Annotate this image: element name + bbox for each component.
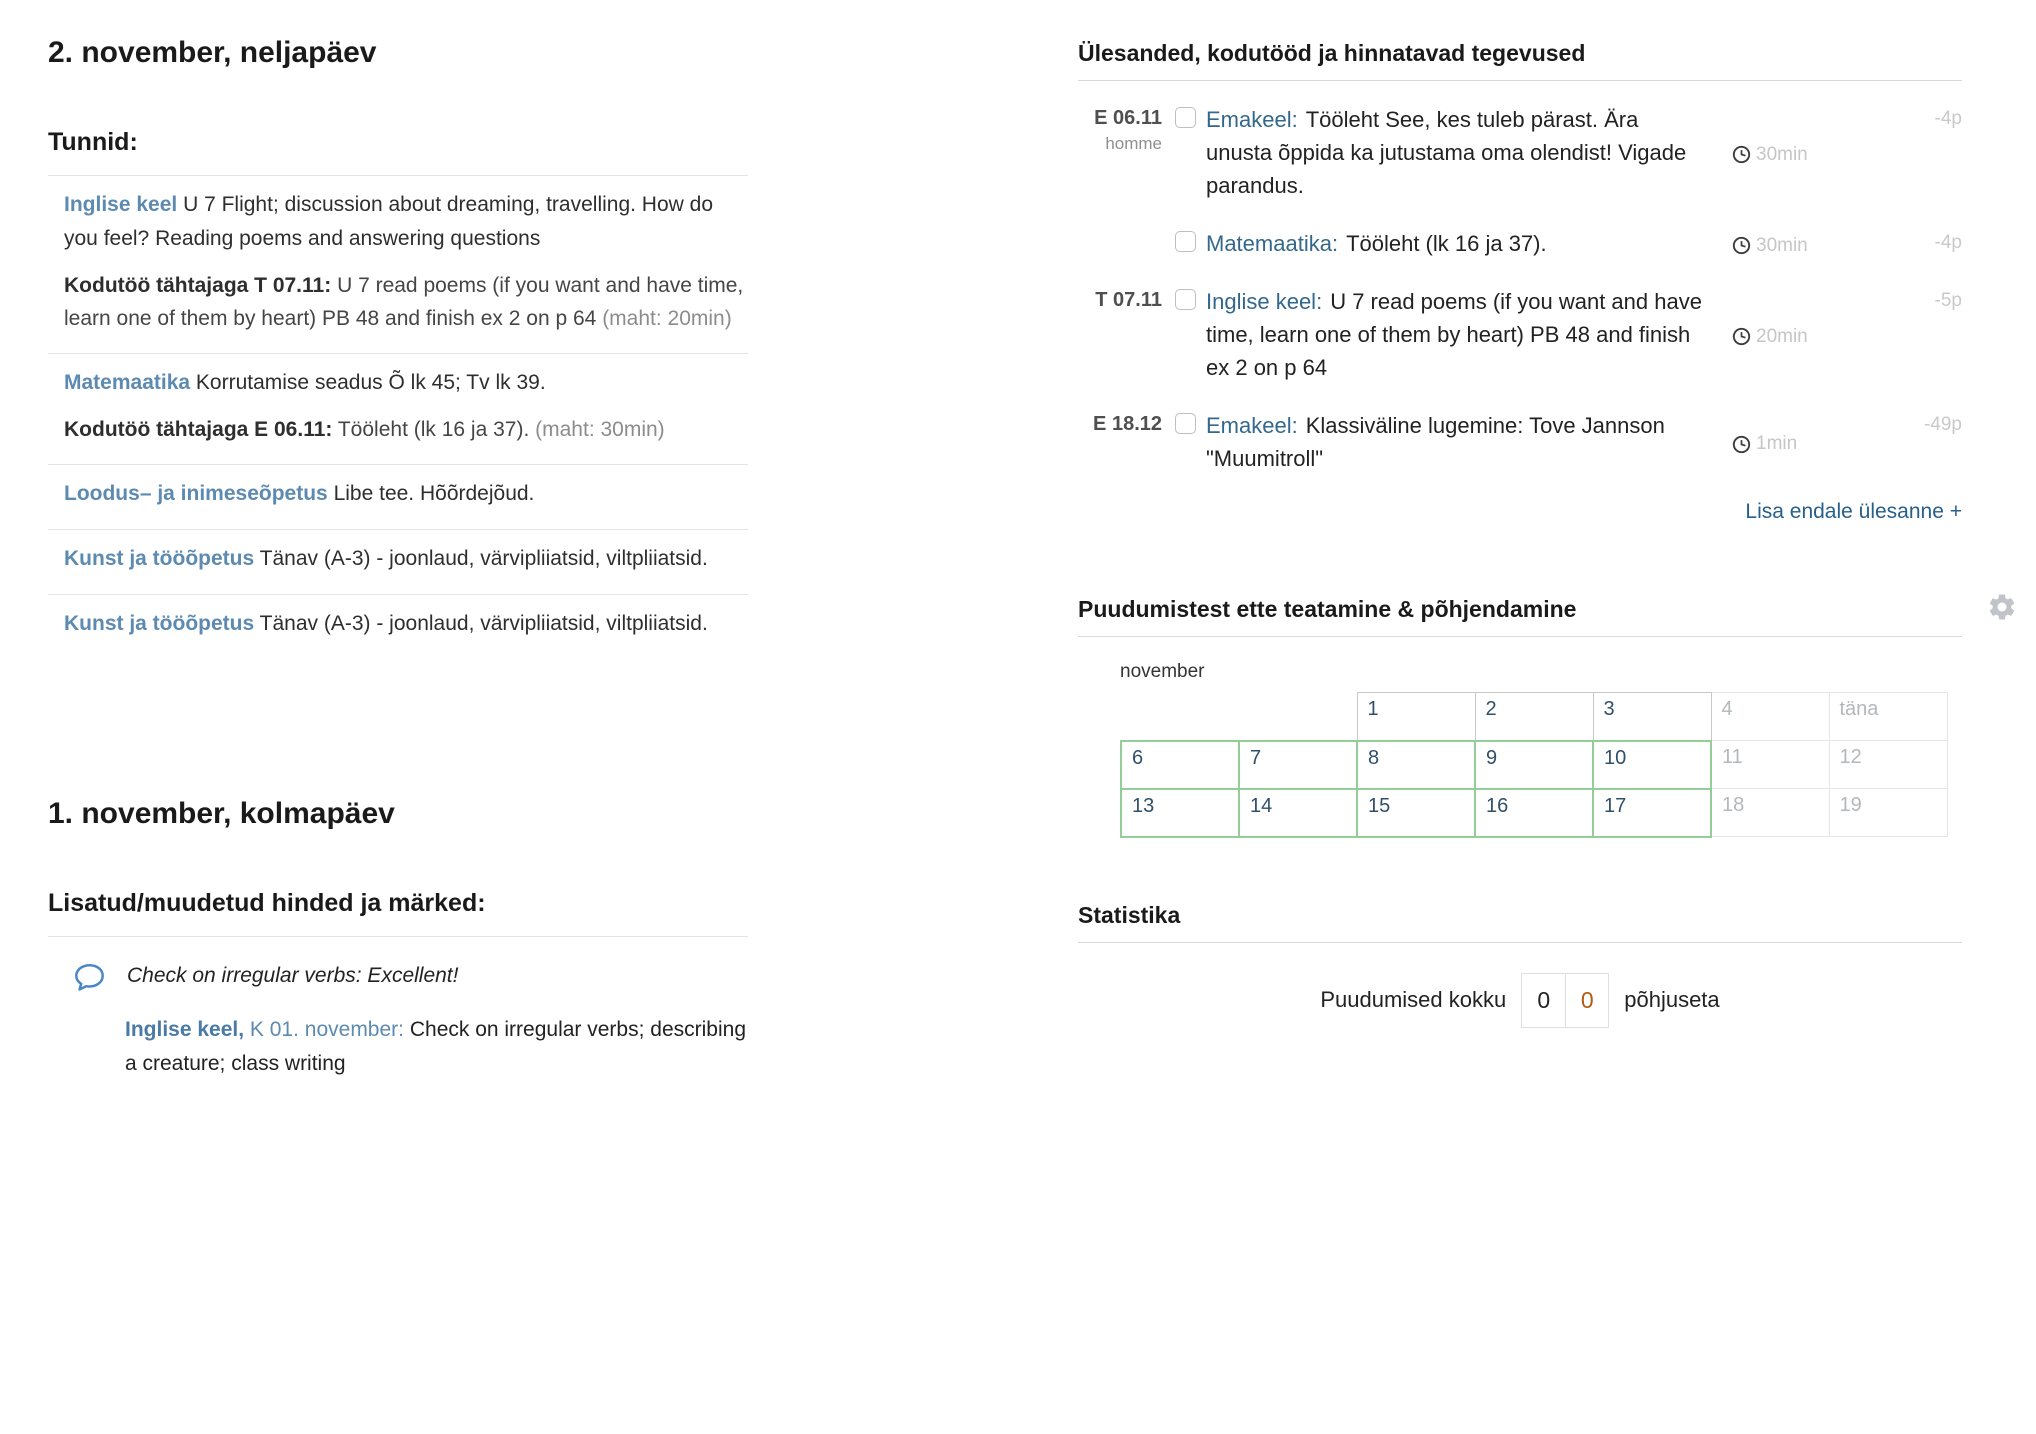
task-points: -49p xyxy=(1923,414,1962,435)
day-heading-1-november: 1. november, kolmapäev xyxy=(48,797,395,830)
task-subject-link[interactable]: Emakeel: xyxy=(1206,413,1298,438)
absence-counts-box xyxy=(1521,973,1609,1028)
sidebar-column xyxy=(1078,0,1962,1028)
task-text: Tööleht (lk 16 ja 37). xyxy=(1346,231,1547,256)
absences-unexcused-count: 0 xyxy=(1565,974,1608,1027)
task-checkbox[interactable] xyxy=(1175,289,1196,310)
task-checkbox[interactable] xyxy=(1175,413,1196,434)
calendar-day-cell: 3 xyxy=(1593,693,1711,741)
calendar-day-cell: 2 xyxy=(1475,693,1593,741)
calendar-day-cell[interactable]: 6 xyxy=(1121,741,1239,789)
calendar-week-row xyxy=(1121,789,1947,837)
task-date-relative: homme xyxy=(1105,134,1162,153)
task-points: -4p xyxy=(1934,108,1962,129)
calendar-day-cell[interactable]: 8 xyxy=(1357,741,1475,789)
clock-icon xyxy=(1732,236,1751,255)
homework-text: Tööleht (lk 16 ja 37). xyxy=(337,418,530,441)
subject-link[interactable]: Kunst ja tööõpetus xyxy=(64,612,255,635)
grade-date-link[interactable]: K 01. november: xyxy=(249,1018,404,1041)
calendar-day-cell[interactable]: 9 xyxy=(1475,741,1593,789)
homework-text: U 7 read poems (if you want and have time, learn one of them by heart) PB 48 and finish ex 2 on p 64 xyxy=(64,274,744,330)
calendar-month-label: november xyxy=(1120,661,1205,682)
calendar-week-row xyxy=(1121,693,1947,741)
lessons-list xyxy=(48,175,748,659)
comment-bubble-icon xyxy=(74,963,105,997)
calendar-day-cell: 1 xyxy=(1357,693,1475,741)
calendar-day-cell xyxy=(1239,693,1357,741)
task-text: Klassiväline lugemine: Tove Jannson "Muumitroll" xyxy=(1206,413,1665,471)
calendar-day-cell[interactable]: 17 xyxy=(1593,789,1711,837)
subject-link[interactable]: Matemaatika xyxy=(64,371,191,394)
calendar-day-cell[interactable]: 16 xyxy=(1475,789,1593,837)
task-text: U 7 read poems (if you want and have time, learn one of them by heart) PB 48 and finish ex 2 on p 64 xyxy=(1206,289,1702,380)
task-subject-link[interactable]: Matemaatika: xyxy=(1206,231,1339,256)
task-checkbox[interactable] xyxy=(1175,107,1196,128)
calendar-day-cell: 19 xyxy=(1829,789,1947,837)
lesson-row xyxy=(48,594,748,659)
subject-link[interactable]: Inglise keel xyxy=(64,193,178,216)
lesson-row xyxy=(48,175,748,353)
tasks-list xyxy=(1078,103,1962,475)
calendar-day-cell: 18 xyxy=(1711,789,1829,837)
task-date: T 07.11 xyxy=(1095,289,1162,311)
lesson-description: Tänav (A-3) - joonlaud, värvipliiatsid, viltpliiatsid. xyxy=(259,612,708,635)
lessons-heading: Tunnid: xyxy=(48,128,138,156)
subject-link[interactable]: Loodus– ja inimeseõpetus xyxy=(64,482,328,505)
clock-icon xyxy=(1732,145,1751,164)
task-subject-link[interactable]: Emakeel: xyxy=(1206,107,1298,132)
subject-link[interactable]: Kunst ja tööõpetus xyxy=(64,547,255,570)
task-text: Tööleht See, kes tuleb pärast. Ära unusta õppida ka jutustama oma olendist! Vigade parandus. xyxy=(1206,107,1687,198)
absences-heading: Puudumistest ette teatamine & põhjendamine xyxy=(1078,596,1577,622)
lesson-description: Libe tee. Hõõrdejõud. xyxy=(333,482,535,505)
grade-description: Check on irregular verbs; describing a creature; class writing xyxy=(125,1018,746,1075)
homework-deadline-label: Kodutöö tähtajaga E 06.11: xyxy=(64,418,333,441)
task-duration: 1min xyxy=(1706,409,1868,475)
task-checkbox[interactable] xyxy=(1175,231,1196,252)
calendar-day-cell[interactable]: 14 xyxy=(1239,789,1357,837)
gear-icon[interactable] xyxy=(1987,592,2017,627)
statistics-suffix-label: põhjuseta xyxy=(1624,987,1720,1012)
task-row xyxy=(1078,285,1962,384)
task-duration: 30min xyxy=(1706,227,1868,260)
statistics-label: Puudumised kokku xyxy=(1320,987,1507,1012)
tasks-heading: Ülesanded, kodutööd ja hinnatavad tegevused xyxy=(1078,40,1962,81)
task-row xyxy=(1078,103,1962,202)
calendar-day-cell: 11 xyxy=(1711,741,1829,789)
diary-column xyxy=(48,0,748,1081)
statistics-heading: Statistika xyxy=(1078,902,1962,943)
task-date: E 06.11 homme xyxy=(1078,103,1162,202)
grade-comment-text: Check on irregular verbs: Excellent! xyxy=(127,964,459,987)
grade-subject-link[interactable]: Inglise keel, xyxy=(125,1018,245,1041)
task-row xyxy=(1078,409,1962,475)
grade-entry xyxy=(125,1013,748,1081)
absence-calendar xyxy=(1120,692,1948,838)
lesson-description: U 7 Flight; discussion about dreaming, travelling. How do you feel? Reading poems and answering questions xyxy=(64,193,714,250)
task-points: -5p xyxy=(1934,290,1962,311)
task-date: E 18.12 xyxy=(1093,413,1162,435)
lesson-description: Tänav (A-3) - joonlaud, värvipliiatsid, viltpliiatsid. xyxy=(259,547,708,570)
add-task-link[interactable]: Lisa endale ülesanne + xyxy=(1745,500,1962,523)
homework-deadline-label: Kodutöö tähtajaga T 07.11: xyxy=(64,274,332,297)
calendar-day-cell: 4 xyxy=(1711,693,1829,741)
calendar-day-cell[interactable]: 13 xyxy=(1121,789,1239,837)
clock-icon xyxy=(1732,435,1751,454)
homework-volume: (maht: 20min) xyxy=(602,307,732,330)
clock-icon xyxy=(1732,327,1751,346)
homework-volume: (maht: 30min) xyxy=(535,418,665,441)
calendar-day-cell xyxy=(1121,693,1239,741)
lesson-row xyxy=(48,353,748,464)
calendar-day-cell[interactable]: 10 xyxy=(1593,741,1711,789)
task-duration: 20min xyxy=(1706,285,1868,384)
task-duration: 30min xyxy=(1706,103,1868,202)
task-row xyxy=(1078,227,1962,260)
grades-block xyxy=(48,936,748,1081)
grade-comment-row xyxy=(48,961,748,997)
absences-total-count: 0 xyxy=(1537,986,1551,1013)
task-subject-link[interactable]: Inglise keel: xyxy=(1206,289,1323,314)
task-date xyxy=(1078,227,1162,260)
day-heading-2-november: 2. november, neljapäev xyxy=(48,36,377,69)
task-points: -4p xyxy=(1934,232,1962,253)
grades-heading: Lisatud/muudetud hinded ja märked: xyxy=(48,889,486,917)
lesson-row xyxy=(48,529,748,594)
calendar-day-cell[interactable]: 7 xyxy=(1239,741,1357,789)
calendar-day-cell[interactable]: 15 xyxy=(1357,789,1475,837)
absences-header-row xyxy=(1078,596,1962,637)
lesson-row xyxy=(48,464,748,529)
lesson-description: Korrutamise seadus Õ lk 45; Tv lk 39. xyxy=(195,371,546,394)
absence-statistics-row xyxy=(1078,973,1962,1028)
calendar-week-row xyxy=(1121,741,1947,789)
calendar-day-cell: 12 xyxy=(1829,741,1947,789)
calendar-today-cell: täna xyxy=(1829,693,1947,741)
